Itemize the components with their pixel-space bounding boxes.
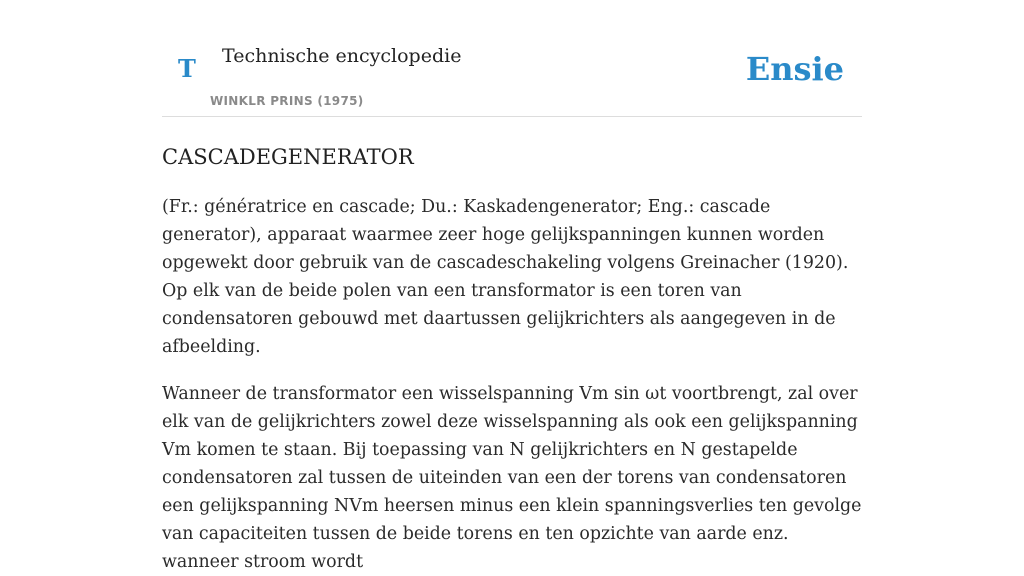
page: [162, 0, 862, 576]
book-logo[interactable]: T: [178, 54, 196, 83]
header: [162, 0, 862, 117]
book-title[interactable]: Technische encyclopedie: [222, 45, 462, 67]
article-title: CASCADEGENERATOR: [162, 145, 414, 169]
book-edition: WINKLR PRINS (1975): [210, 94, 364, 108]
brand-logo[interactable]: Ensie: [745, 50, 844, 88]
article-paragraph: Wanneer de transformator een wisselspanning Vm sin ωt voortbrengt, zal over elk van de gelijkrichters zowel deze wisselspanning als ook een gelijkspanning Vm komen te staan. Bij toepassing van N gelijkrichters en N gestapelde condensatoren zal tussen de uiteinden van een der torens van condensatoren een gelijkspanning NVm heersen minus een klein spanningsverlies ten gevolge van capaciteiten tussen de beide torens en ten opzichte van aarde enz. wanneer stroom wordt: [162, 384, 862, 572]
article-paragraph: (Fr.: génératrice en cascade; Du.: Kaskadengenerator; Eng.: cascade generator), apparaat waarmee zeer hoge gelijkspanningen kunnen worden opgewekt door gebruik van de cascadeschakeling volgens Greinacher (1920). Op elk van de beide polen van een transformator is een toren van condensatoren gebouwd met daartussen gelijkrichters als aangegeven in de afbeelding.: [162, 197, 849, 357]
